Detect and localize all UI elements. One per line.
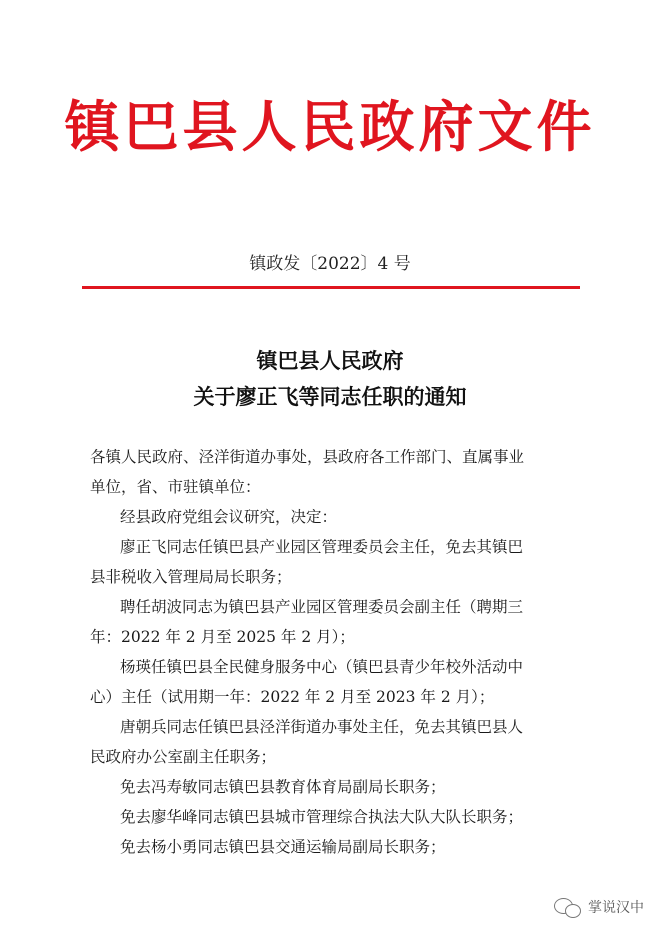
addressee-line: 各镇人民政府、泾洋街道办事处，县政府各工作部门、直属事业 bbox=[90, 448, 525, 466]
appointment-item-continued: 心）主任（试用期一年：2022 年 2 月至 2023 年 2 月）； bbox=[90, 688, 495, 706]
red-divider-line bbox=[82, 286, 580, 289]
decision-intro: 经县政府党组会议研究，决定： bbox=[120, 508, 338, 526]
notice-title-issuer: 镇巴县人民政府 bbox=[256, 348, 404, 373]
appointment-item: 杨瑛任镇巴县全民健身服务中心（镇巴县青少年校外活动中 bbox=[120, 658, 524, 676]
appointment-item-continued: 县非税收入管理局局长职务； bbox=[90, 568, 292, 586]
masthead-title: 镇巴县人民政府文件 bbox=[64, 94, 596, 159]
addressee-line: 单位，省、市驻镇单位： bbox=[90, 478, 261, 496]
dismissal-item: 免去冯寿敏同志镇巴县教育体育局副局长职务； bbox=[120, 778, 446, 796]
appointment-item: 唐朝兵同志任镇巴县泾洋街道办事处主任，免去其镇巴县人 bbox=[120, 718, 524, 736]
watermark-text: 掌说汉中 bbox=[588, 900, 644, 916]
watermark bbox=[554, 896, 644, 918]
document-number: 镇政发〔2022〕4 号 bbox=[249, 254, 411, 274]
appointment-item-continued: 民政府办公室副主任职务； bbox=[90, 748, 277, 766]
appointment-item: 廖正飞同志任镇巴县产业园区管理委员会主任，免去其镇巴 bbox=[120, 538, 524, 556]
appointment-item-continued: 年：2022 年 2 月至 2025 年 2 月）； bbox=[90, 628, 355, 646]
dismissal-item: 免去廖华峰同志镇巴县城市管理综合执法大队大队长职务； bbox=[120, 808, 524, 826]
dismissal-item: 免去杨小勇同志镇巴县交通运输局副局长职务； bbox=[120, 838, 446, 856]
wechat-icon bbox=[554, 896, 582, 918]
notice-title-subject: 关于廖正飞等同志任职的通知 bbox=[193, 384, 467, 409]
appointment-item: 聘任胡波同志为镇巴县产业园区管理委员会副主任（聘期三 bbox=[120, 598, 524, 616]
